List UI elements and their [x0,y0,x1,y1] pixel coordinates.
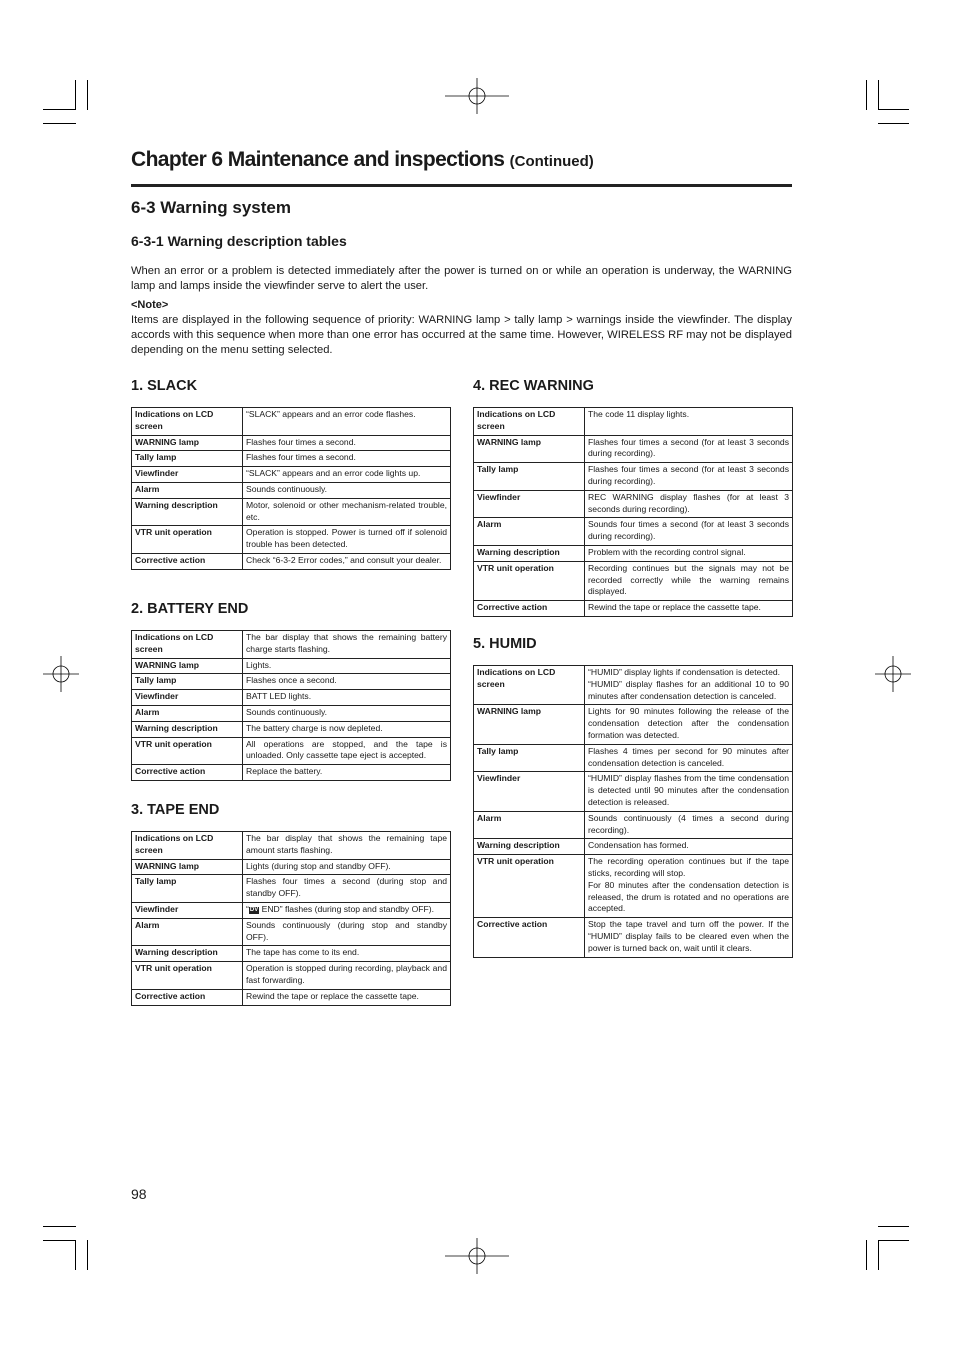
table-row [132,482,451,498]
row-value: Motor, solenoid or other mechanism-related trouble, etc. [243,498,451,526]
row-label: Warning description [132,946,243,962]
table-row [474,705,793,744]
table-row [132,435,451,451]
row-value: Sounds continuously (4 times a second during recording). [585,811,793,839]
row-value: Flashes four times a second. [243,451,451,467]
row-label: Indications on LCD screen [132,408,243,436]
table-row [132,902,451,918]
row-label: Alarm [132,482,243,498]
row-label: Tally lamp [474,744,585,772]
table-row [132,451,451,467]
table-row [132,859,451,875]
row-value: Sounds continuously. [243,482,451,498]
row-value: Replace the battery. [243,765,451,781]
row-value: Lights. [243,658,451,674]
row-value: The battery charge is now depleted. [243,721,451,737]
battery-end-title: 2. BATTERY END [131,601,249,617]
row-value: “HUMID” display flashes from the time condensation is detected until 90 minutes after the condensation detection is released. [585,772,793,811]
row-label: Corrective action [474,918,585,957]
humid-title: 5. HUMID [473,636,537,652]
row-value: Lights (during stop and standby OFF). [243,859,451,875]
row-label: VTR unit operation [132,962,243,990]
page-number: 98 [131,1186,147,1202]
table-row [474,839,793,855]
table-row [132,498,451,526]
note-text: Items are displayed in the following sequence of priority: WARNING lamp > tally lamp > warnings inside the viewfinder. The display accords with this sequence when more than one error has occurred at the same time. However, WIRELESS RF may not be displayed depending on the menu setting selected. [131,314,792,356]
table-row [474,601,793,617]
table-row [132,875,451,903]
row-label: VTR unit operation [132,737,243,765]
table-row [474,918,793,957]
row-label: Indications on LCD screen [132,832,243,860]
row-label: Tally lamp [132,875,243,903]
row-value: Check “6-3-2 Error codes,” and consult your dealer. [243,553,451,569]
row-label: Viewfinder [132,902,243,918]
table-row [132,765,451,781]
row-label: Warning description [474,545,585,561]
row-value: Recording continues but the signals may not be recorded correctly while the warning remains displayed. [585,561,793,600]
table-row [132,690,451,706]
row-label: VTR unit operation [474,855,585,918]
table-row [132,962,451,990]
row-value: “SLACK” appears and an error code lights up. [243,467,451,483]
row-value: Flashes four times a second (during stop and standby OFF). [243,875,451,903]
subsection-title: 6-3-1 Warning description tables [131,233,347,249]
row-value: “SLACK” appears and an error code flashes. [243,408,451,436]
row-label: Viewfinder [474,490,585,518]
cassette-icon: DV [249,906,259,913]
row-label: VTR unit operation [132,526,243,554]
section-title: 6-3 Warning system [131,198,291,217]
table-row [474,435,793,463]
tape-end-table [131,831,451,1006]
row-value: The bar display that shows the remaining tape amount starts flashing. [243,832,451,860]
table-row [132,918,451,946]
row-value-text: END” flashes (during stop and standby OFF). [261,903,435,914]
row-label: Corrective action [132,989,243,1005]
table-row [474,561,793,600]
table-row [474,744,793,772]
row-value: The code 11 display lights. [585,408,793,436]
row-label: Viewfinder [132,467,243,483]
table-row [132,658,451,674]
table-row [132,737,451,765]
row-value: Sounds continuously. [243,705,451,721]
registration-mark-icon [875,656,911,692]
table-row [132,631,451,659]
row-label: Corrective action [132,765,243,781]
row-label: WARNING lamp [474,435,585,463]
row-value: Flashes 4 times per second for 90 minutes after condensation detection is canceled. [585,744,793,772]
row-label: Indications on LCD screen [132,631,243,659]
table-row [132,721,451,737]
table-row [474,518,793,546]
row-label: WARNING lamp [474,705,585,744]
row-value: Problem with the recording control signal. [585,545,793,561]
row-value: “HUMID” display lights if condensation is detected. “HUMID” display flashes for an additional 10 to 90 minutes after condensation detection is canceled. [585,666,793,705]
row-value: Sounds continuously (during stop and standby OFF). [243,918,451,946]
rec-warning-title: 4. REC WARNING [473,378,594,394]
row-label: Alarm [474,811,585,839]
row-label: WARNING lamp [132,658,243,674]
row-value: Operation is stopped during recording, playback and fast forwarding. [243,962,451,990]
registration-mark-icon [445,1238,509,1274]
table-row [474,666,793,705]
row-value: The bar display that shows the remaining battery charge starts flashing. [243,631,451,659]
row-label: Indications on LCD screen [474,408,585,436]
row-label: Indications on LCD screen [474,666,585,705]
row-value: “DV END” flashes (during stop and standby OFF). [243,902,451,918]
table-row [474,855,793,918]
row-value: All operations are stopped, and the tape is unloaded. Only cassette tape eject is accepted. [243,737,451,765]
row-label: WARNING lamp [132,859,243,875]
row-value: Flashes four times a second (for at least 3 seconds during recording). [585,435,793,463]
row-label: WARNING lamp [132,435,243,451]
table-row [474,545,793,561]
battery-end-table [131,630,451,781]
row-label: Warning description [132,721,243,737]
table-row [474,772,793,811]
row-value: Rewind the tape or replace the cassette tape. [243,989,451,1005]
row-value: Rewind the tape or replace the cassette tape. [585,601,793,617]
registration-mark-icon [445,78,509,114]
rec-warning-table [473,407,793,617]
table-row [474,811,793,839]
table-row [132,989,451,1005]
note-label: <Note> [131,299,169,311]
table-row [132,946,451,962]
row-label: Viewfinder [474,772,585,811]
row-label: Corrective action [474,601,585,617]
row-label: Warning description [132,498,243,526]
row-label: Alarm [132,918,243,946]
table-row [132,832,451,860]
table-row [474,490,793,518]
table-row [132,526,451,554]
row-label: Warning description [474,839,585,855]
row-value: Sounds four times a second (for at least 3 seconds during recording). [585,518,793,546]
row-label: Viewfinder [132,690,243,706]
row-label: Alarm [132,705,243,721]
row-value: Lights for 90 minutes following the release of the condensation detection after the condensation formation was detected. [585,705,793,744]
chapter-continued: (Continued) [509,153,594,170]
table-row [474,463,793,491]
header-rule [131,184,792,187]
table-row [132,408,451,436]
row-value: BATT LED lights. [243,690,451,706]
row-label: Tally lamp [132,674,243,690]
registration-mark-icon [43,656,79,692]
intro-paragraph: When an error or a problem is detected immediately after the power is turned on or while an operation is underway, the WARNING lamp and lamps inside the viewfinder serve to alert the user. [131,265,792,292]
chapter-title-text: Chapter 6 Maintenance and inspections [131,148,505,171]
row-value: Flashes once a second. [243,674,451,690]
row-value: The tape has come to its end. [243,946,451,962]
row-value: REC WARNING display flashes (for at least 3 seconds during recording). [585,490,793,518]
row-label: Alarm [474,518,585,546]
row-value: Operation is stopped. Power is turned off if solenoid trouble has been detected. [243,526,451,554]
row-label: Tally lamp [132,451,243,467]
tape-end-title: 3. TAPE END [131,802,220,818]
table-row [132,467,451,483]
row-value: Flashes four times a second. [243,435,451,451]
table-row [474,408,793,436]
row-label: Tally lamp [474,463,585,491]
table-row [132,705,451,721]
chapter-title [131,148,792,172]
slack-table [131,407,451,570]
table-row [132,553,451,569]
table-row [132,674,451,690]
row-label: Corrective action [132,553,243,569]
humid-table [473,665,793,958]
row-value: Stop the tape travel and turn off the power. If the “HUMID” display fails to be cleared even when the power is turned back on, wait until it clears. [585,918,793,957]
row-label: VTR unit operation [474,561,585,600]
row-value: Flashes four times a second (for at least 3 seconds during recording). [585,463,793,491]
slack-title: 1. SLACK [131,378,198,394]
row-value: The recording operation continues but if the tape sticks, recording will stop. For 80 minutes after the condensation detection is released, the drum is rotated and no operations are accepted. [585,855,793,918]
row-value: Condensation has formed. [585,839,793,855]
